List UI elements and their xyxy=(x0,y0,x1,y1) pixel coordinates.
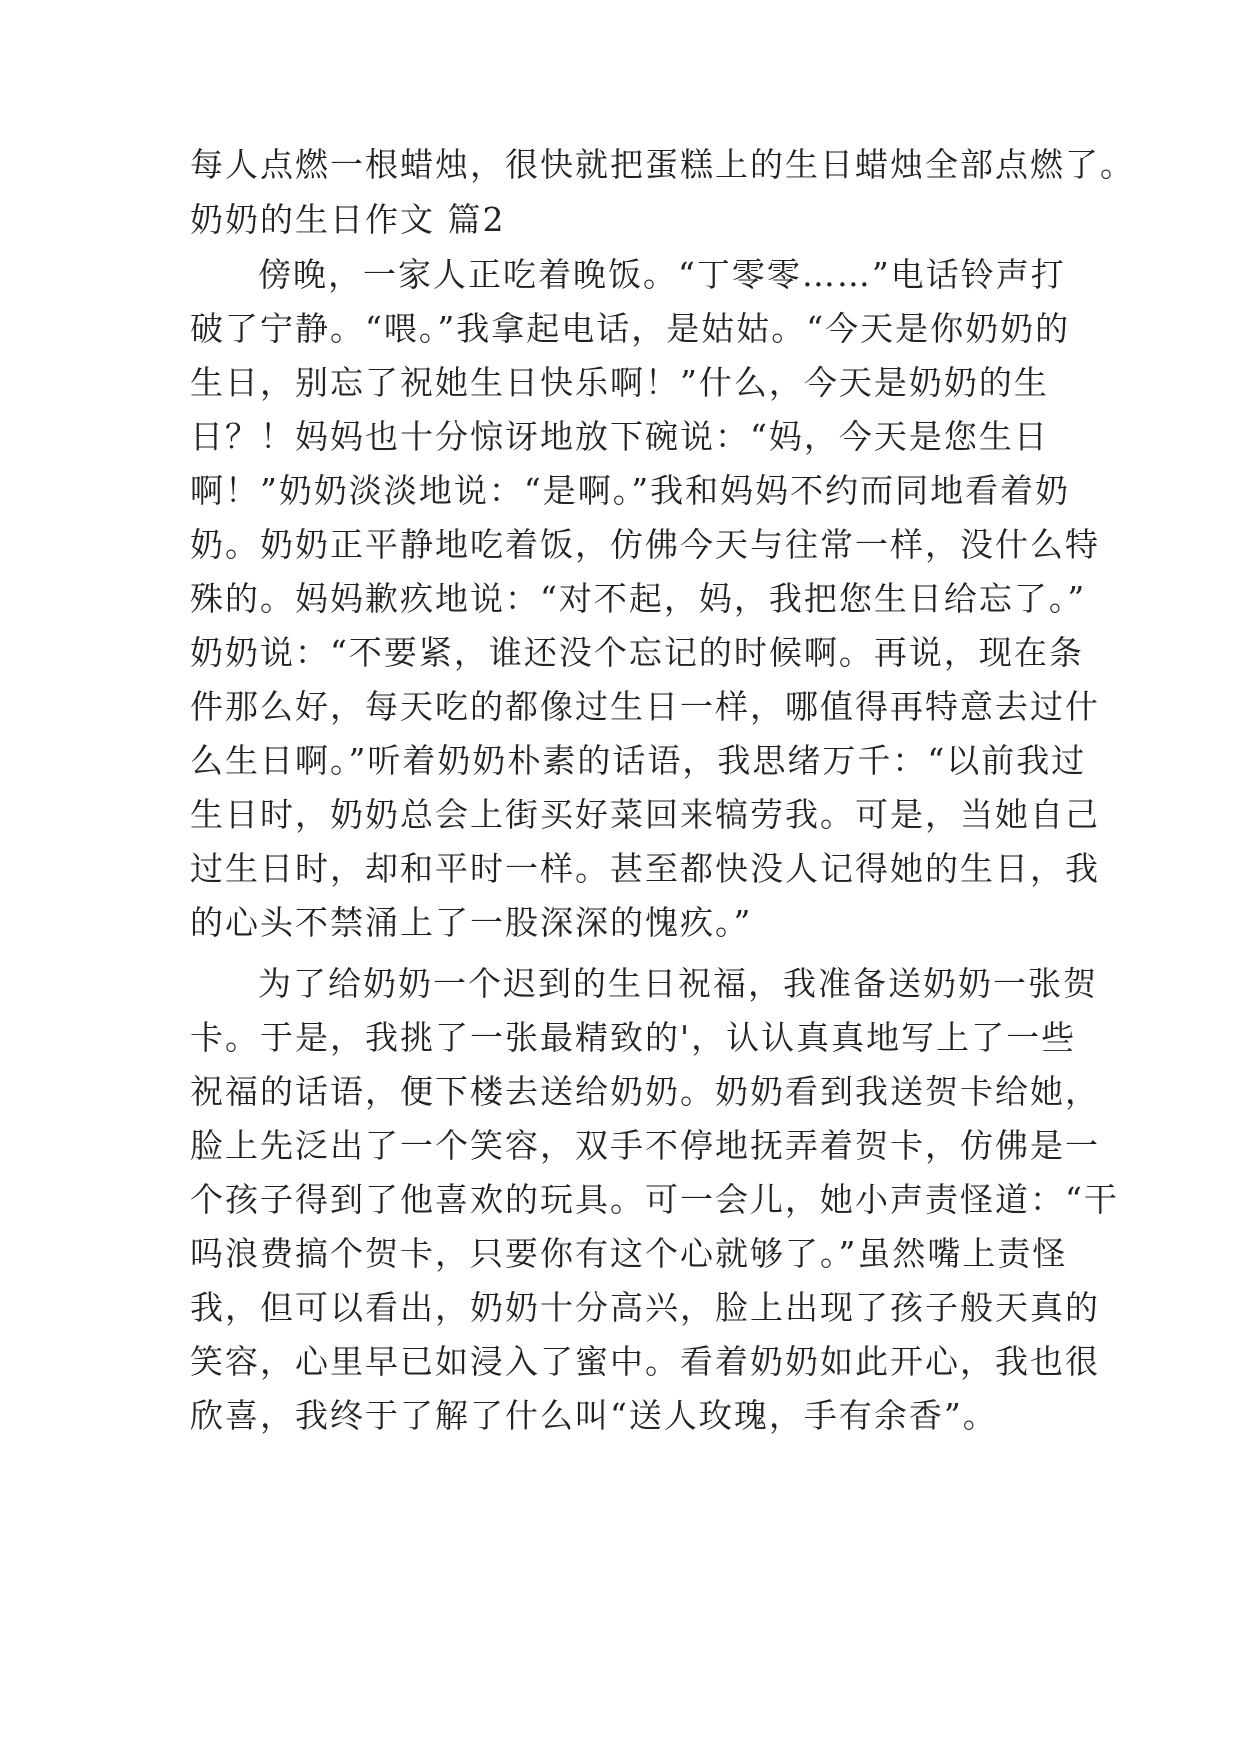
paragraph-1-line: 生日，别忘了祝她生日快乐啊！”什么，今天是奶奶的生 xyxy=(190,363,1049,402)
paragraph-1-line: 奶。奶奶正平静地吃着饭，仿佛今天与往常一样，没什么特 xyxy=(190,525,1100,564)
paragraph-1-line: 的心头不禁涌上了一股深深的愧疚。” xyxy=(190,903,753,942)
paragraph-1-line: 啊！”奶奶淡淡地说：“是啊。”我和妈妈不约而同地看着奶 xyxy=(190,471,1071,510)
paragraph-1-line: 破了宁静。“喂。”我拿起电话，是姑姑。“今天是你奶奶的 xyxy=(190,309,1071,348)
paragraph-1-line: 件那么好，每天吃的都像过生日一样，哪值得再特意去过什 xyxy=(190,687,1100,726)
paragraph-1-line: 殊的。妈妈歉疚地说：“对不起，妈，我把您生日给忘了。” xyxy=(190,579,1087,618)
paragraph-1-line: 傍晚，一家人正吃着晚饭。“丁零零……”电话铃声打 xyxy=(258,255,1066,294)
paragraph-1-line: 过生日时，却和平时一样。甚至都快没人记得她的生日，我 xyxy=(190,849,1100,888)
paragraph-2-line: 卡。于是，我挑了一张最精致的'，认认真真地写上了一些 xyxy=(190,1018,1077,1057)
paragraph-2-line: 笑容，心里早已如浸入了蜜中。看着奶奶如此开心，我也很 xyxy=(190,1342,1100,1381)
paragraph-2-line: 我，但可以看出，奶奶十分高兴，脸上出现了孩子般天真的 xyxy=(190,1288,1100,1327)
paragraph-2-line: 个孩子得到了他喜欢的玩具。可一会儿，她小声责怪道：“干 xyxy=(190,1180,1119,1219)
paragraph-2-line: 祝福的话语，便下楼去送给奶奶。奶奶看到我送贺卡给她， xyxy=(190,1072,1100,1111)
paragraph-1-line: 日？！妈妈也十分惊讶地放下碗说：“妈，今天是您生日 xyxy=(190,417,1049,456)
section-heading: 奶奶的生日作文 篇2 xyxy=(190,200,506,239)
text-line: 每人点燃一根蜡烛，很快就把蛋糕上的生日蜡烛全部点燃了。 xyxy=(190,145,1135,184)
paragraph-2-line: 为了给奶奶一个迟到的生日祝福，我准备送奶奶一张贺 xyxy=(258,964,1098,1003)
paragraph-1-line: 奶奶说：“不要紧，谁还没个忘记的时候啊。再说，现在条 xyxy=(190,633,1084,672)
paragraph-2-line: 欣喜，我终于了解了什么叫“送人玫瑰，手有余香”。 xyxy=(190,1396,998,1435)
paragraph-1-line: 么生日啊。”听着奶奶朴素的话语，我思绪万千：“以前我过 xyxy=(190,741,1087,780)
paragraph-2-line: 脸上先泛出了一个笑容，双手不停地抚弄着贺卡，仿佛是一 xyxy=(190,1126,1100,1165)
paragraph-2-line: 吗浪费搞个贺卡，只要你有这个心就够了。”虽然嘴上责怪 xyxy=(190,1234,1068,1273)
paragraph-1-line: 生日时，奶奶总会上街买好菜回来犒劳我。可是，当她自己 xyxy=(190,795,1100,834)
